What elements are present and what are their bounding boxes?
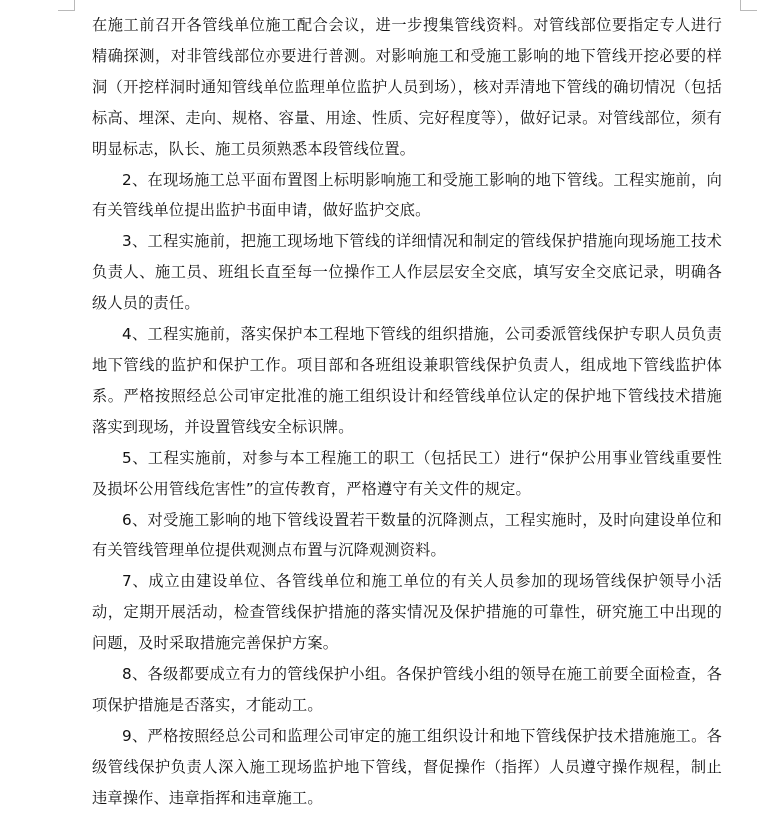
document-body bbox=[92, 10, 722, 814]
paragraph-continuation: 在施工前召开各管线单位施工配合会议，进一步搜集管线资料。对管线部位要指定专人进行精确探测，对非管线部位亦要进行普测。对影响施工和受施工影响的地下管线开挖必要的样洞（开挖样洞时通知管线单位监理单位监护人员到场），核对弄清地下管线的确切情况（包括标高、埋深、走向、规格、容量、用途、性质、完好程度等），做好记录。对管线部位，须有明显标志，队长、施工员须熟悉本段管线位置。 bbox=[92, 16, 722, 158]
page-corner-mark-right bbox=[740, 0, 757, 11]
paragraph-item-8: 8、各级都要成立有力的管线保护小组。各保护管线小组的领导在施工前要全面检查，各项保护措施是否落实，才能动工。 bbox=[92, 665, 722, 714]
paragraph-item-7: 7、成立由建设单位、各管线单位和施工单位的有关人员参加的现场管线保护领导小活动，定期开展活动，检查管线保护措施的落实情况及保护措施的可靠性，研究施工中出现的问题，及时采取措施完善保护方案。 bbox=[92, 572, 722, 653]
paragraph-item-4: 4、工程实施前，落实保护本工程地下管线的组织措施，公司委派管线保护专职人员负责地下管线的监护和保护工作。项目部和各班组设兼职管线保护负责人，组成地下管线监护体系。严格按照经总公司审定批准的施工组织设计和经管线单位认定的保护地下管线技术措施落实到现场，并设置管线安全标识牌。 bbox=[92, 325, 722, 436]
paragraph-item-9: 9、严格按照经总公司和监理公司审定的施工组织设计和地下管线保护技术措施施工。各级管线保护负责人深入施工现场监护地下管线，督促操作（指挥）人员遵守操作规程，制止违章操作、违章指挥和违章施工。 bbox=[92, 726, 722, 807]
paragraph-item-5: 5、工程实施前，对参与本工程施工的职工（包括民工）进行“保护公用事业管线重要性及损坏公用管线危害性”的宣传教育，严格遵守有关文件的规定。 bbox=[92, 448, 722, 498]
paragraph-item-3: 3、工程实施前，把施工现场地下管线的详细情况和制定的管线保护措施向现场施工技术负责人、施工员、班组长直至每一位操作工人作层层安全交底，填写安全交底记录，明确各级人员的责任。 bbox=[92, 232, 722, 313]
paragraph-item-6: 6、对受施工影响的地下管线设置若干数量的沉降测点，工程实施时，及时向建设单位和有关管线管理单位提供观测点布置与沉降观测资料。 bbox=[92, 510, 722, 560]
paragraph-item-2: 2、在现场施工总平面布置图上标明影响施工和受施工影响的地下管线。工程实施前，向有关管线单位提出监护书面申请，做好监护交底。 bbox=[92, 170, 722, 220]
page-corner-mark-left bbox=[58, 0, 75, 11]
